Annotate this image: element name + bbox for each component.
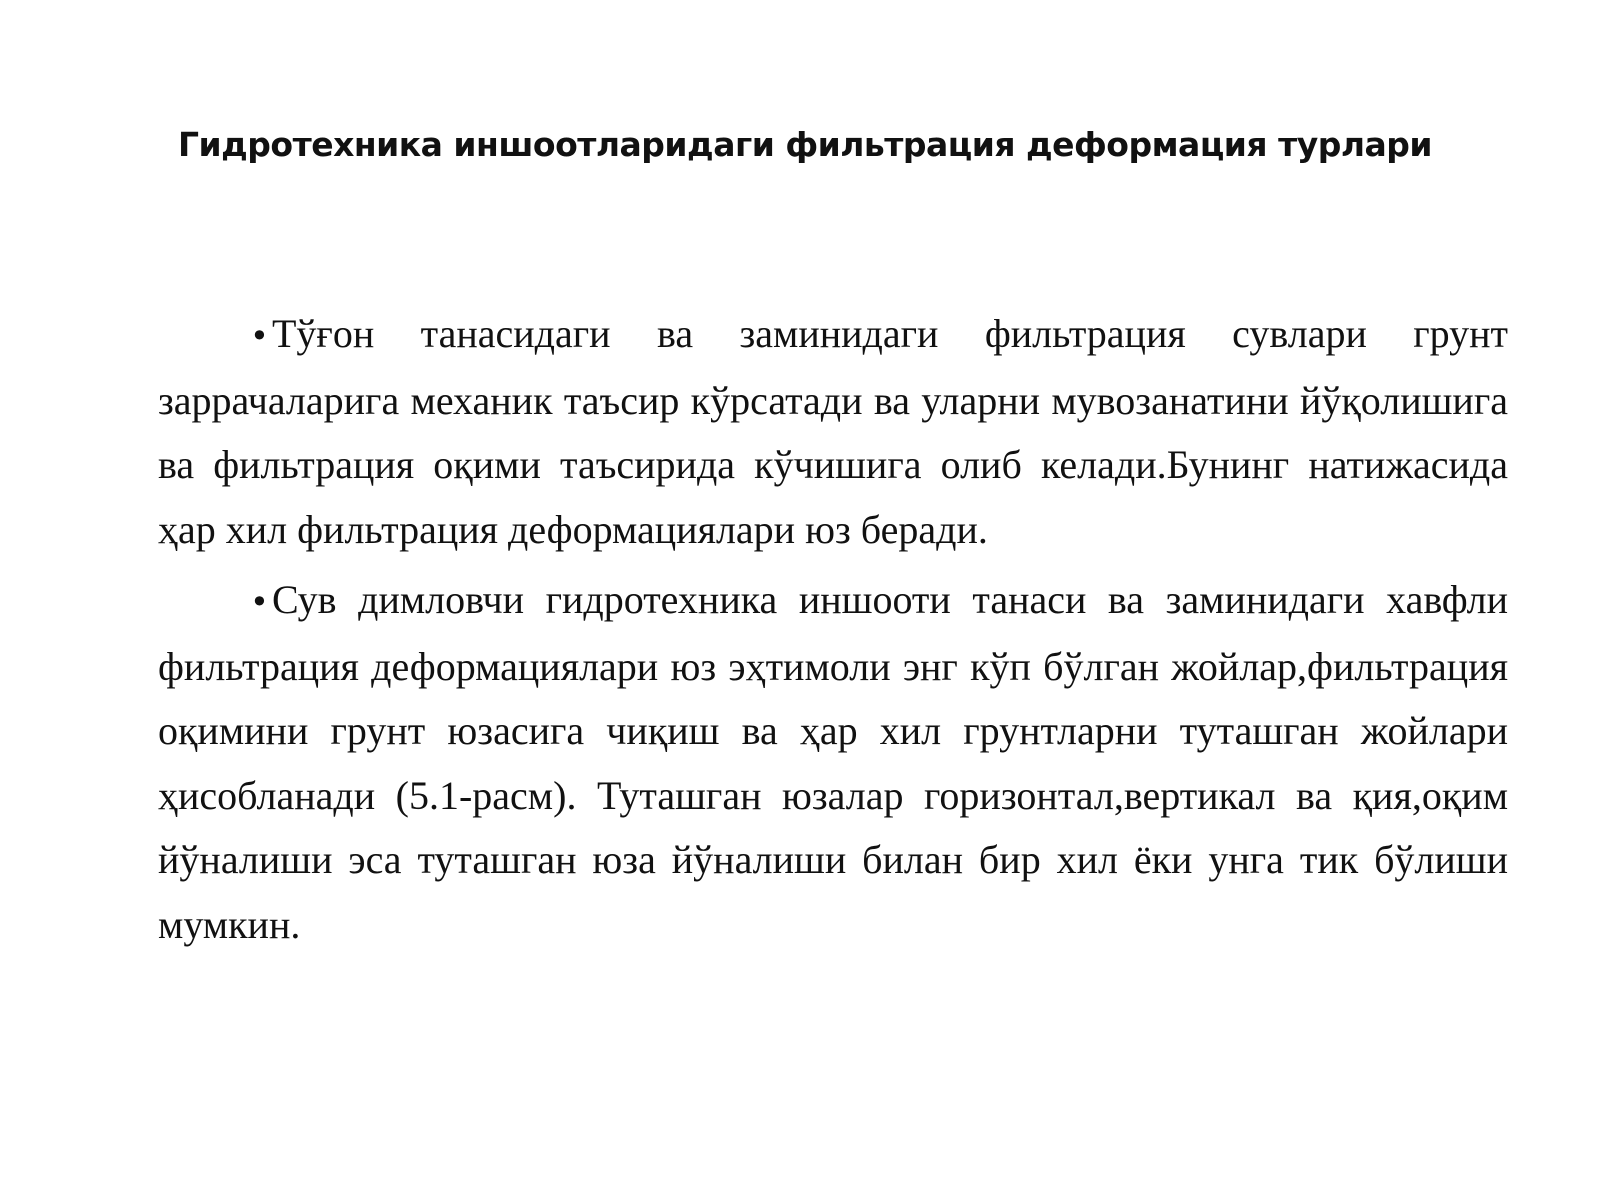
paragraph-1 [158, 302, 1508, 562]
slide-body [158, 302, 1508, 963]
paragraph-1-text: Тўғон танасидаги ва заминидаги фильтрация сувлари грунт заррачаларига механик таъсир кўрсатади ва уларни мувозанатини йўқолишига ва фильтрация оқими таъсирида кўчишига олиб келади.Бунинг натижасида ҳар хил фильтрация деформациялари юз беради. [158, 311, 1508, 552]
paragraph-2-text: Сув димловчи гидротехника иншооти танаси ва заминидаги хавфли фильтрация деформациялари юз эҳтимоли энг кўп бўлган жойлар,фильтрация оқимини грунт юзасига чиқиш ва ҳар хил грунтларни туташган жойлари ҳисобланади (5.1-расм). Туташган юзалар горизонтал,вертикал ва қия,оқим йўналиши эса туташган юза йўналиши билан бир хил ёки унга тик бўлиши мумкин. [158, 577, 1508, 947]
paragraph-2 [158, 568, 1508, 957]
slide-title: Гидротехника иншоотларидаги фильтрация деформация турлари [177, 125, 1433, 164]
bullet-icon: • [250, 317, 269, 355]
bullet-icon: • [250, 583, 269, 621]
